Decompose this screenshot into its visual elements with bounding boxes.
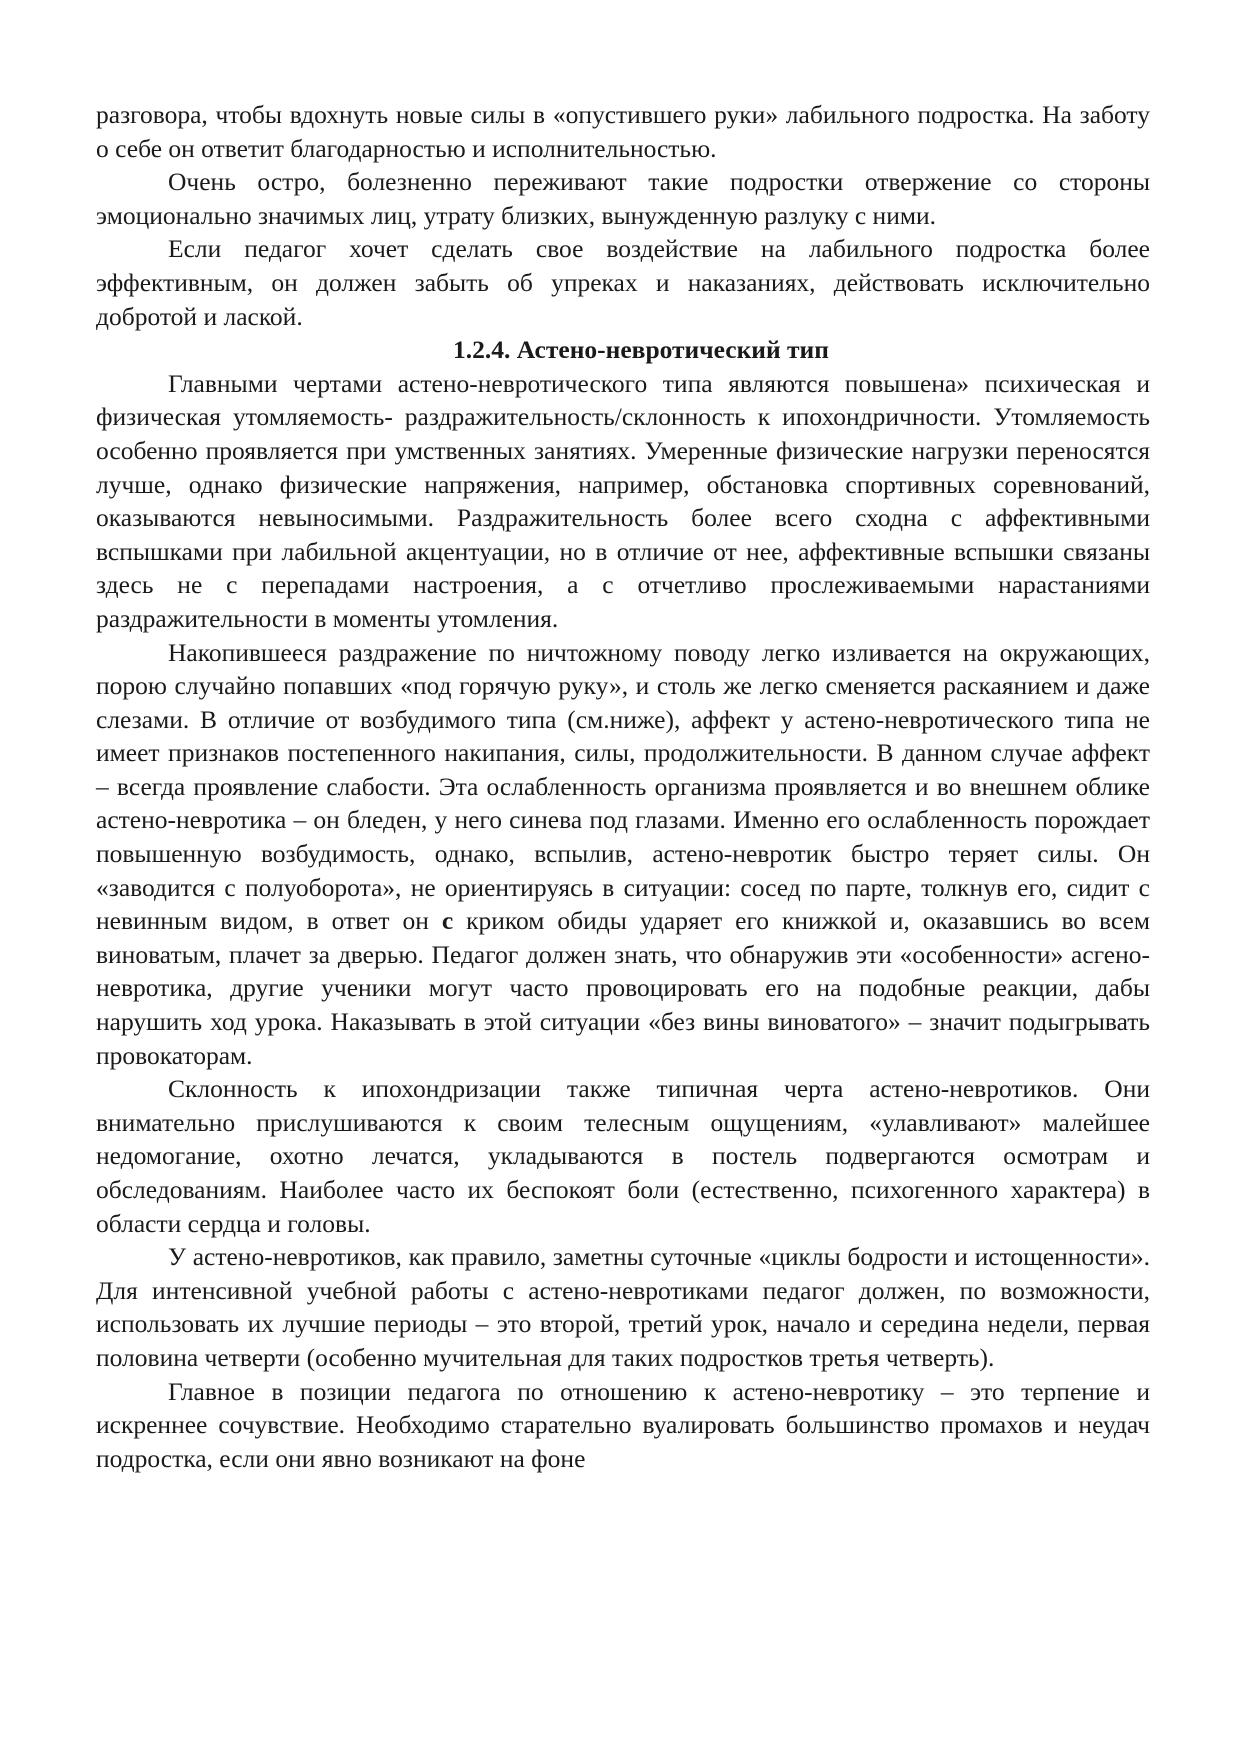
paragraph-irritation-part2: криком обиды ударяет его книжкой и, оказавшись во всем виноватым, плачет за дверью. Педагог должен знать, что обнаружив эти «особенности» асгено-невротика, другие ученики могут часто провоцировать его на подобные реакции, дабы нарушить ход урока. Наказывать в этой ситуации «без вины виноватого» – значит подыгрывать провокаторам.	[96, 906, 1151, 1070]
paragraph-irritation-part1: Накопившееся раздражение по ничтожному поводу легко изливается на окружающих, порою случайно попавших «под горячую руку», и столь же легко сменяется раскаянием и даже слезами. В отличие от возбудимого типа (см.ниже), аффект у астено-невротического типа не имеет признаков постепенного накипания, силы, продолжительности. В данном случае аффект – всегда проявление слабости. Эта ослабленность организма проявляется и во внешнем облике астено-невротика – он бледен, у него синева под глазами. Именно его ослабленность порождает повышенную возбудимость, однако, вспылив, астено-невротик быстро теряет силы. Он «заводится с полуоборота», не ориентируясь в ситуации: сосед по парте, толкнув его, сидит с невинным видом, в ответ он	[96, 637, 1150, 936]
paragraph-irritation-bold: с	[441, 906, 454, 936]
paragraph-continuation: разговора, чтобы вдохнуть новые силы в «опустившего руки» лабильного подростка. На заботу о себе он ответит благодарностью и исполнительностью.	[96, 100, 1150, 163]
paragraph-teacher-labile: Если педагог хочет сделать свое воздействие на лабильного подростка более эффективным, он должен забыть об упреках и наказаниях, действовать исключительно добротой и лаской.	[96, 234, 1150, 331]
paragraph-rejection: Очень остро, болезненно переживают такие подростки отвержение со стороны эмоционально значимых лиц, утрату близких, вынужденную разлуку с ними.	[96, 167, 1150, 230]
paragraph-irritation	[96, 636, 1150, 1073]
paragraph-hypochondria: Склонность к ипохондризации также типичная черта астено-невротиков. Они внимательно прислушиваются к своим телесным ощущениям, «улавливают» малейшее недомогание, охотно лечатся, укладываются в постель подвергаются осмотрам и обследованиям. Наиболее часто их беспокоят боли (естественно, психогенного характера) в области сердца и головы.	[96, 1074, 1150, 1238]
document-page	[96, 98, 1150, 1475]
section-heading: 1.2.4. Астено-невротический тип	[453, 335, 829, 365]
paragraph-main-traits: Главными чертами астено-невротического типа являются повышена» психическая и физическая утомляемость- раздражительность/склонность к ипохондричности. Утомляемость особенно проявляется при умственных занятиях. Умеренные физические нагрузки переносятся лучше, однако физические напряжения, например, обстановка спортивных соревнований, оказываются невыносимыми. Раздражительность более всего сходна с аффективными вспышками при лабильной акцентуации, но в отличие от нее, аффективные вспышки связаны здесь не с перепадами настроения, а с отчетливо прослеживаемыми нарастаниями раздражительности в моменты утомления.	[96, 368, 1150, 633]
paragraph-teacher-position: Главное в позиции педагога по отношению к астено-невротику – это терпение и искреннее сочувствие. Необходимо старательно вуалировать большинство промахов и неудач подростка, если они явно возникают на фоне	[96, 1376, 1150, 1473]
paragraph-cycles: У астено-невротиков, как правило, заметны суточные «циклы бодрости и истощенности». Для интенсивной учебной работы с астено-невротиками педагог должен, по возможности, использовать их лучшие периоды – это второй, третий урок, начало и середина недели, первая половина четверти (особенно мучительная для таких подростков третья четверть).	[96, 1242, 1150, 1372]
